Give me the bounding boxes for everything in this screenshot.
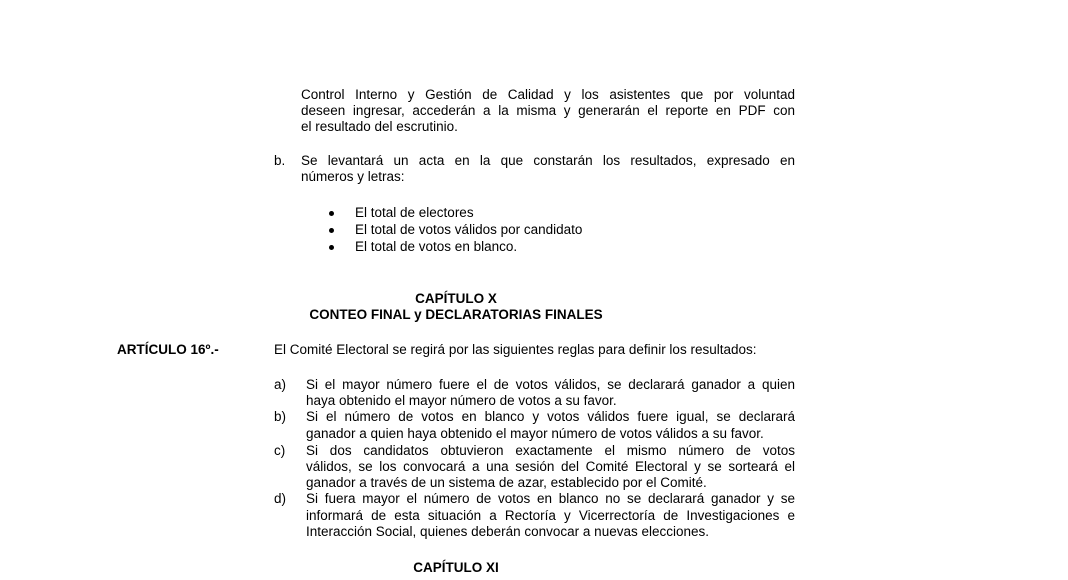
rule-a-line-2: haya obtenido el mayor número de votos a su favor. — [306, 393, 617, 408]
bullet-icon — [329, 211, 334, 216]
item-b-marker: b. — [274, 153, 286, 168]
article-16-label: ARTÍCULO 16º.- — [117, 342, 219, 357]
rule-c-marker: c) — [274, 443, 286, 458]
rule-c-line-3: ganador a través de un sistema de azar, establecido por el Comité. — [306, 475, 707, 490]
rule-d-line-3: Interacción Social, quienes deberán convocar a nuevas elecciones. — [306, 524, 710, 539]
chapter-x-title: CAPÍTULO X — [415, 291, 497, 306]
item-b-line-1: Se levantará un acta en la que constarán los resultados, expresado en — [301, 153, 795, 168]
rule-b-marker: b) — [274, 409, 287, 424]
rule-d-line-1: Si fuera mayor el número de votos en blanco no se declarará ganador y se — [306, 491, 795, 506]
bullet-item-3: El total de votos en blanco. — [355, 239, 518, 254]
bullet-item-1: El total de electores — [355, 205, 474, 220]
rule-b-line-2: ganador a quien haya obtenido el mayor número de votos válidos a su favor. — [306, 426, 764, 441]
intro-line-3: el resultado del escrutinio. — [301, 119, 458, 134]
rule-a-marker: a) — [274, 377, 287, 392]
article-16-intro: El Comité Electoral se regirá por las siguientes reglas para definir los resultados: — [274, 342, 757, 357]
rule-b-line-1: Si el número de votos en blanco y votos válidos fuere igual, se declarará — [306, 409, 795, 424]
rule-d-marker: d) — [274, 491, 287, 506]
bullet-icon — [329, 228, 334, 233]
chapter-x-subtitle: CONTEO FINAL y DECLARATORIAS FINALES — [309, 307, 603, 322]
rule-c-line-2: válidos, se los convocará a una sesión del Comité Electoral y se sorteará el — [306, 459, 795, 474]
bullet-item-2: El total de votos válidos por candidato — [355, 222, 583, 237]
rule-a-line-1: Si el mayor número fuere el de votos válidos, se declarará ganador a quien — [306, 377, 795, 392]
intro-line-2: deseen ingresar, accederán a la misma y generarán el reporte en PDF con — [301, 103, 795, 118]
intro-line-1: Control Interno y Gestión de Calidad y los asistentes que por voluntad — [301, 87, 795, 102]
chapter-xi-title: CAPÍTULO XI — [413, 560, 499, 575]
rule-d-line-2: informará de esta situación a Rectoría y Vicerrectoría de Investigaciones e — [306, 508, 795, 523]
bullet-icon — [329, 245, 334, 250]
item-b-line-2: números y letras: — [301, 169, 405, 184]
rule-c-line-1: Si dos candidatos obtuvieron exactamente el mismo número de votos — [306, 443, 795, 458]
